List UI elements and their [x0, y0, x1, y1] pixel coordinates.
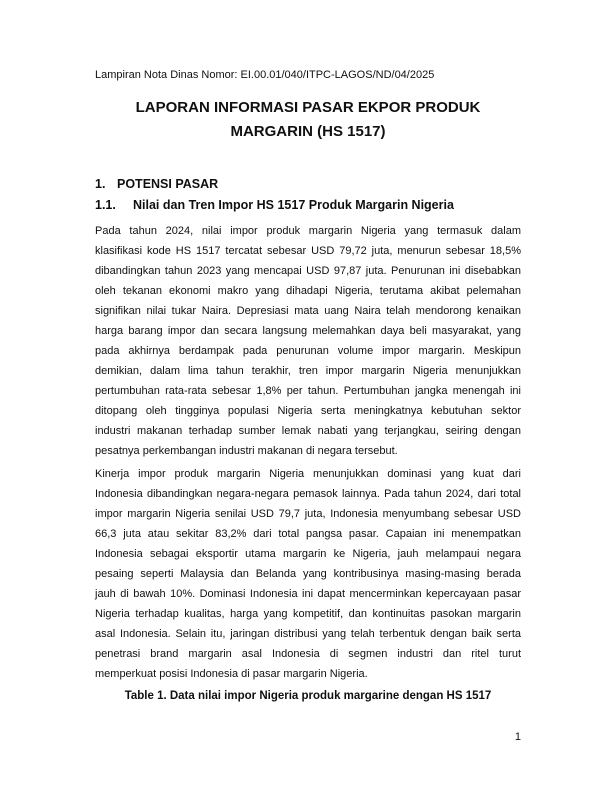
paragraph-line: jauh di bawah 10%. Dominasi Indonesia ini dapat mencerminkan kepercayaan pasar — [95, 588, 521, 600]
paragraph-line: klasifikasi kode HS 1517 tercatat sebesar USD 79,72 juta, menurun sebesar 18,5% — [95, 245, 521, 257]
section-heading-1-1 — [95, 197, 521, 213]
section-heading-1 — [95, 176, 521, 192]
paragraph-line: pesatnya perkembangan industri makanan di negara tersebut. — [95, 445, 398, 457]
paragraph-line: ditopang oleh tingginya populasi Nigeria serta meningkatnya kebutuhan sektor — [95, 405, 521, 417]
paragraph-line: demikian, dalam lima tahun terakhir, tren impor margarin Nigeria menunjukkan — [95, 365, 521, 377]
paragraph-line: pada akhirnya berdampak pada penurunan volume impor margarin. Meskipun — [95, 345, 521, 357]
paragraph-line: oleh tekanan ekonomi makro yang dihadapi Nigeria, terutama akibat pelemahan — [95, 285, 521, 297]
paragraph-line: 66,3 juta atau sekitar 83,2% dari total pangsa pasar. Capaian ini menempatkan — [95, 528, 521, 540]
paragraph-line: pertumbuhan rata-rata sebesar 1,8% per tahun. Pertumbuhan jangka menengah ini — [95, 385, 521, 397]
section-1-number: 1. — [95, 177, 106, 191]
paragraph-line: pesaing seperti Malaysia dan Belanda yang kontribusinya masing-masing berada — [95, 568, 521, 580]
paragraph-line: impor margarin Nigeria senilai USD 79,7 juta, Indonesia menyumbang sebesar USD — [95, 508, 521, 520]
paragraph-line: Indonesia sebagai eksportir utama margarin ke Nigeria, jauh melampaui negara — [95, 548, 521, 560]
paragraph-line: Indonesia dibandingkan negara-negara pemasok lainnya. Pada tahun 2024, dari total — [95, 488, 521, 500]
paragraph-import-value-trend — [95, 221, 521, 461]
section-1-1-title: Nilai dan Tren Impor HS 1517 Produk Margarin Nigeria — [133, 198, 454, 212]
document-title — [95, 96, 521, 144]
paragraph-line: industri makanan terhadap sumber lemak nabati yang terjangkau, seiring dengan — [95, 425, 521, 437]
document-title-line2: MARGARIN (HS 1517) — [230, 123, 386, 140]
table-caption: Table 1. Data nilai impor Nigeria produk margarine dengan HS 1517 — [124, 690, 492, 702]
paragraph-line: asal Indonesia. Selain itu, jaringan distribusi yang telah terbentuk dengan baik serta — [95, 628, 521, 640]
paragraph-line: dibandingkan tahun 2023 yang mencapai USD 97,87 juta. Penurunan ini disebabkan — [95, 265, 521, 277]
section-1-title: POTENSI PASAR — [117, 177, 219, 191]
paragraph-line: memperkuat posisi Indonesia di pasar margarin Nigeria. — [95, 668, 368, 680]
paragraph-line: penetrasi brand margarin asal Indonesia di segmen industri dan ritel turut — [95, 648, 521, 660]
page-number: 1 — [514, 731, 521, 743]
paragraph-line: Pada tahun 2024, nilai impor produk margarin Nigeria yang termasuk dalam — [95, 225, 521, 237]
paragraph-line: signifikan nilai tukar Naira. Depresiasi mata uang Naira telah mendorong kenaikan — [95, 305, 521, 317]
section-1-1-number: 1.1. — [95, 198, 116, 212]
header-annotation: Lampiran Nota Dinas Nomor: EI.00.01/040/ITPC-LAGOS/ND/04/2025 — [95, 69, 435, 81]
paragraph-line: Kinerja impor produk margarin Nigeria menunjukkan dominasi yang kuat dari — [95, 468, 521, 480]
paragraph-line: harga barang impor dan secara langsung melemahkan daya beli masyarakat, yang — [95, 325, 521, 337]
document-title-line1: LAPORAN INFORMASI PASAR EKPOR PRODUK — [135, 99, 481, 116]
paragraph-indonesia-dominance — [95, 464, 521, 684]
paragraph-line: Nigeria terhadap kualitas, harga yang kompetitif, dan kontinuitas pasokan margarin — [95, 608, 521, 620]
